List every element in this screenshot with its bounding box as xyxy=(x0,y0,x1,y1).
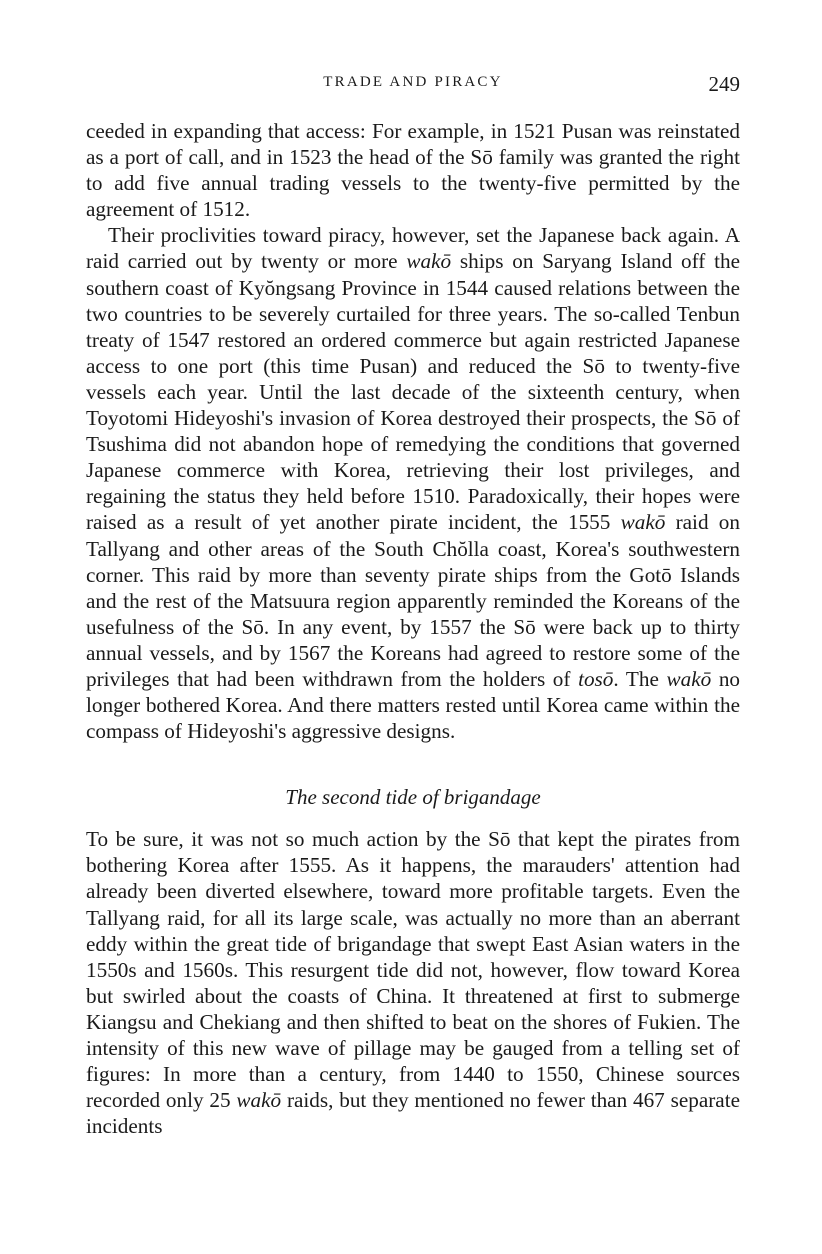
paragraph-2 xyxy=(86,222,740,744)
term-toso: tosō xyxy=(578,666,614,691)
running-title: TRADE AND PIRACY xyxy=(323,74,503,90)
book-page xyxy=(86,70,740,1139)
paragraph-1-text: ceeded in expanding that access: For example, in 1521 Pusan was reinstated as a port of call, and in 1523 the head of the Sō family was granted the right to add five annual trading vessels to the twenty-five permitted by the agreement of 1512. xyxy=(86,119,740,222)
paragraph-3-text-a: To be sure, it was not so much action by the Sō that kept the pirates from bothering Korea after 1555. As it happens, the marauders' attention had already been diverted elsewhere, toward more profitable targets. Even the Tallyang raid, for all its large scale, was actually no more than an aberrant eddy within the great tide of brigandage that swept East Asian waters in the 1550s and 1560s. This resurgent tide did not, however, flow toward Korea but swirled about the coasts of China. It threatened at first to submerge Kiangsu and Chekiang and then shifted to beat on the shores of Fukien. The intensity of this new wave of pillage may be gauged from a telling set of figures: In more than a century, from 1440 to 1550, Chinese sources recorded only 25 xyxy=(86,827,740,1113)
paragraph-2-text-b: ships on Saryang Island off the southern coast of Kyŏngsang Province in 1544 caused relations between the two countries to be severely curtailed for three years. The so-called Tenbun treaty of 1547 restored an ordered commerce but again restricted Japanese access to one port (this time Pusan) and reduced the Sō to twenty-five vessels each year. Until the last decade of the sixteenth century, when Toyotomi Hideyoshi's invasion of Korea destroyed their prospects, the Sō of Tsushima did not abandon hope of remedying the conditions that governed Japanese commerce with Korea, retrieving their lost privileges, and regaining the status they held before 1510. Paradoxically, their hopes were raised as a result of yet another pirate incident, the 1555 xyxy=(86,249,740,535)
section-heading: The second tide of brigandage xyxy=(285,785,541,810)
paragraph-3-text-b: raids, but they mentioned no fewer than 467 separate incidents xyxy=(86,1088,740,1139)
paragraph-2-text-c: raid on Tallyang and other areas of the South Chŏlla coast, Korea's southwestern corner. This raid by more than seventy pirate ships from the Gotō Islands and the rest of the Matsuura region apparently reminded the Koreans of the usefulness of the Sō. In any event, by 1557 the Sō were back up to thirty annual vessels, and by 1567 the Koreans had agreed to restore some of the privileges that had been withdrawn from the holders of xyxy=(86,510,740,691)
term-wako: wakō xyxy=(236,1088,282,1113)
paragraph-1 xyxy=(86,118,740,222)
term-wako: wakō xyxy=(406,249,452,274)
term-wako: wakō xyxy=(666,666,712,691)
running-head xyxy=(86,70,740,98)
paragraph-2-text-d: . The xyxy=(613,666,667,691)
page-number: 249 xyxy=(708,72,740,96)
paragraph-2-text-a: Their proclivities toward piracy, however, set the Japanese back again. A raid carried out by twenty or more xyxy=(86,223,740,274)
term-wako: wakō xyxy=(620,510,666,535)
paragraph-3 xyxy=(86,826,740,1139)
paragraph-2-text-e: no longer bothered Korea. And there matters rested until Korea came within the compass of Hideyoshi's aggressive designs. xyxy=(86,666,741,744)
